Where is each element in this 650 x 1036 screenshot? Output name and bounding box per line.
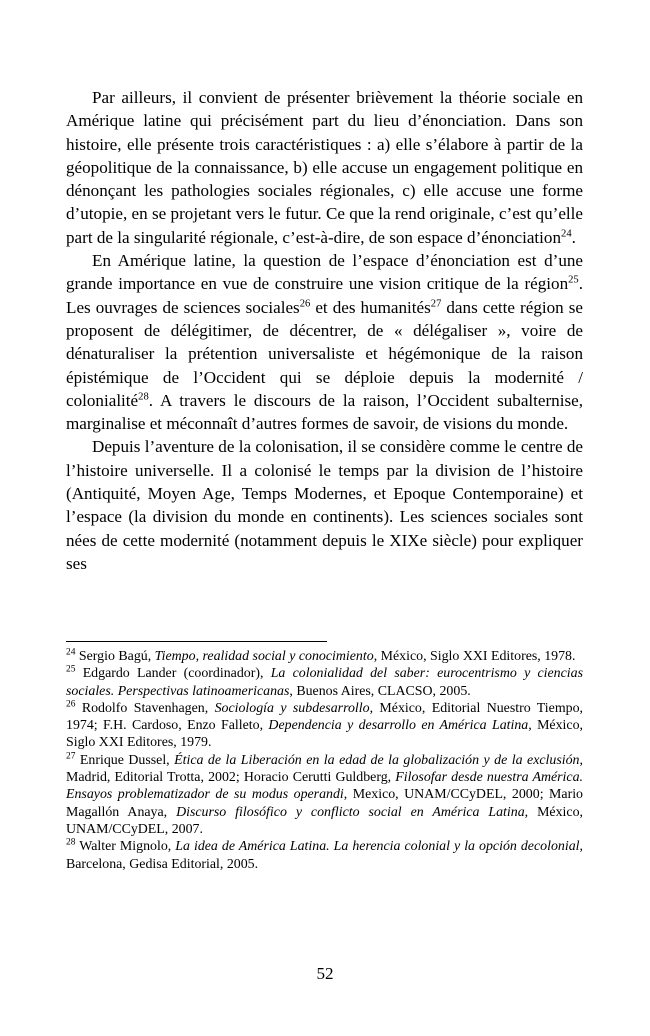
page-number: 52: [316, 964, 334, 983]
paragraph-3: Depuis l’aventure de la colonisation, il se considère comme le centre de l’histoire universelle. Il a colonisé le temps par la division de l’histoire (Antiquité, Moyen Age, Temps Modernes, et Epoque Contemporaine) et l’espace (la division du monde en continents). Les sciences sociales sont nées de cette modernité (notamment depuis le XIXe siècle) pour expliquer ses: [66, 437, 583, 573]
footnote-25: $^{25}$ Edgardo Lander (coordinador), La colonialidad del saber: eurocentrismo y ciencias sociales. Perspectivas latinoamericanas, Buenos Aires, CLACSO, 2005.: [66, 664, 584, 699]
cited-title: Tiempo, realidad social y conocimiento: [154, 649, 374, 664]
cited-title: Filosofar desde nuestra América. Ensayos problematizador de su modus operandi: [66, 770, 583, 803]
footnote-reference: 25: [568, 274, 579, 286]
cited-title: La colonialidad del saber: eurocentrismo y ciencias sociales. Perspectivas latinoamericanas: [66, 666, 584, 699]
footnote-number: 24: [66, 647, 76, 658]
footnote-28: $^{28}$ Walter Mignolo, La idea de América Latina. La herencia colonial y la opción decolonial, Barcelona, Gedisa Editorial, 2005.: [66, 837, 583, 872]
cited-title: Discurso filosófico y conflicto social en América Latina: [176, 804, 525, 820]
cited-title: Sociología y subdesarrollo: [214, 700, 370, 716]
paragraph-1: Par ailleurs, il convient de présenter brièvement la théorie sociale en Amérique latine qui précisément part du lieu d’énonciation. Dans son histoire, elle présente trois caractéristiques : a) elle s’élabore à partir de la géopolitique de la connaissance, b) elle accuse un engagement politique en dénonçant les pathologies sociales régionales, c) elle accuse une forme d’utopie, en se projetant vers le futur. Ce que la rend originale, c’est qu’elle part de la singularité régionale, c’est-à-dire, de son espace d’énonciation$^{24}$.: [66, 88, 583, 247]
footnote-26: $^{26}$ Rodolfo Stavenhagen, Sociología y subdesarrollo, México, Editorial Nuestro Tiempo, 1974; F.H. Cardoso, Enzo Falleto, Dependencia y desarrollo en América Latina, México, Siglo XXI Editores, 1979.: [66, 699, 583, 751]
footnote-number: 28: [66, 837, 76, 848]
footnote-number: 26: [66, 699, 76, 710]
footnote-reference: 24: [561, 228, 572, 240]
body-text-block: [66, 86, 583, 599]
footnote-reference: 27: [430, 297, 442, 309]
footnote-reference: 28: [138, 391, 149, 403]
paragraph-2: En Amérique latine, la question de l’espace d’énonciation est d’une grande importance en vue de construire une vision critique de la région$^{25}$. Les ouvrages de sciences sociales$^{26}$ et des humanités$^{27}$ dans cette région se proposent de délégitimer, de décentrer, de « délégaliser », voire de dénaturaliser la prétention universaliste et hégémonique de la raison épistémique de l’Occident qui se déploie depuis la modernité / colonialité$^{28}$. A travers le discours de la raison, l’Occident subalternise, marginalise et méconnaît d’autres formes de savoir, de visions du monde.: [66, 251, 583, 434]
footnote-27: $^{27}$ Enrique Dussel, Ética de la Liberación en la edad de la globalización y de la exclusión, Madrid, Editorial Trotta, 2002; Horacio Cerutti Guldberg, Filosofar desde nuestra América. Ensayos problematizador de su modus operandi, Mexico, UNAM/CCyDEL, 2000; Mario Magallón Anaya, Discurso filosófico y conflicto social en América Latina, México, UNAM/CCyDEL, 2007.: [66, 751, 583, 837]
cited-title: Ética de la Liberación en la edad de la globalización y de la exclusión: [174, 752, 580, 768]
footnote-24: $^{24}$ Sergio Bagú, Tiempo, realidad social y conocimiento, México, Siglo XXI Editores, 1978.: [66, 647, 576, 664]
footnotes-block: [66, 648, 583, 873]
cited-title: La idea de América Latina. La herencia colonial y la opción decolonial: [175, 839, 580, 855]
footnote-separator-rule: [66, 641, 327, 642]
footnote-number: 27: [66, 751, 76, 762]
cited-title: Dependencia y desarrollo en América Latina: [268, 718, 529, 734]
footnote-number: 25: [66, 664, 76, 675]
footnote-reference: 26: [299, 297, 311, 309]
